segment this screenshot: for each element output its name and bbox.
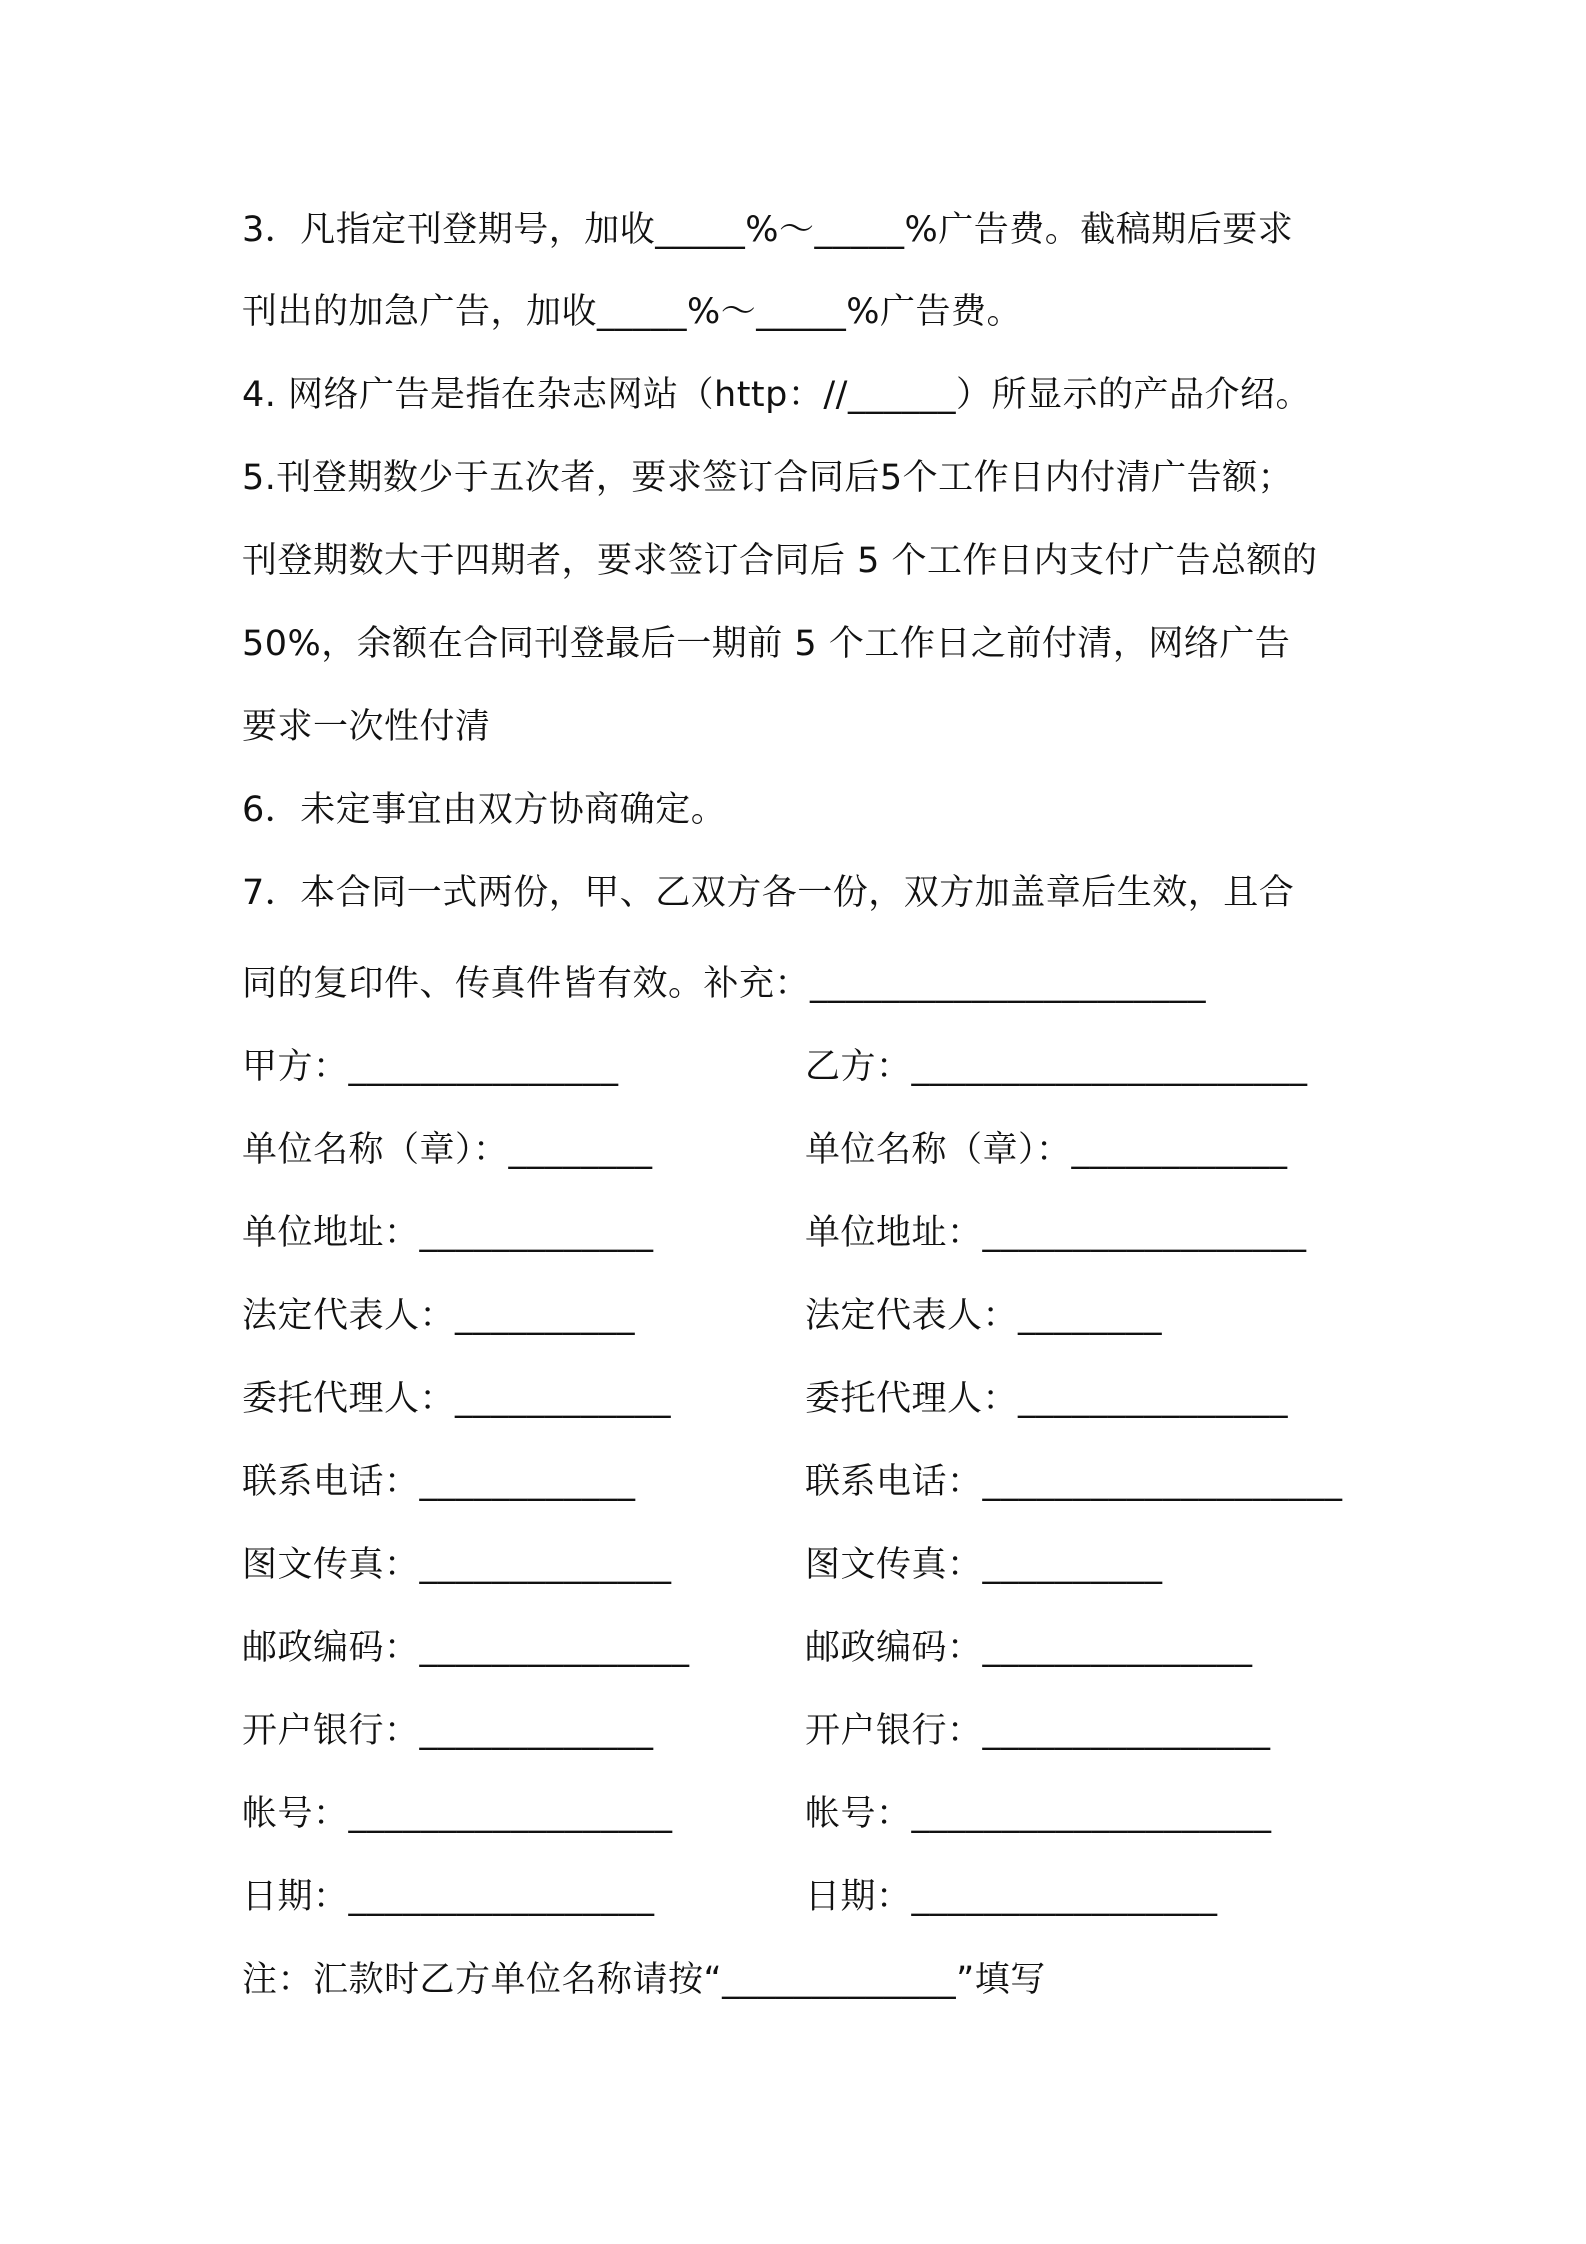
party-b-account: 帐号：____________________ xyxy=(805,1794,1272,1834)
clause-6: 6．未定事宜由双方协商确定。 xyxy=(242,790,727,830)
party-b-unit-address: 单位地址：__________________ xyxy=(805,1213,1307,1253)
party-a-fax: 图文传真：______________ xyxy=(242,1545,672,1585)
party-a-unit-name: 单位名称（章）：________ xyxy=(242,1130,653,1170)
party-a-legal-rep: 法定代表人：__________ xyxy=(242,1296,636,1336)
clause-7-line-1: 7．本合同一式两份，甲、乙双方各一份，双方加盖章后生效，且合 xyxy=(242,873,1295,913)
party-a-title: 甲方：_______________ xyxy=(242,1047,619,1087)
party-b-phone: 联系电话：____________________ xyxy=(805,1462,1343,1502)
party-b-unit-name: 单位名称（章）：____________ xyxy=(805,1130,1288,1170)
party-a-agent: 委托代理人：____________ xyxy=(242,1379,672,1419)
party-a-bank: 开户银行：_____________ xyxy=(242,1711,654,1751)
party-a-phone: 联系电话：____________ xyxy=(242,1462,636,1502)
party-a-date: 日期：_________________ xyxy=(242,1877,655,1917)
clause-7-line-2: 同的复印件、传真件皆有效。补充：______________________ xyxy=(242,964,1207,1004)
party-b-agent: 委托代理人：_______________ xyxy=(805,1379,1289,1419)
clause-5-line-3: 50%，余额在合同刊登最后一期前 5 个工作日之前付清，网络广告 xyxy=(242,624,1291,664)
party-b-title: 乙方：______________________ xyxy=(805,1047,1308,1087)
party-b-postcode: 邮政编码：_______________ xyxy=(805,1628,1253,1668)
party-b-bank: 开户银行：________________ xyxy=(805,1711,1271,1751)
party-b-date: 日期：_________________ xyxy=(805,1877,1218,1917)
clause-3-line-2: 刊出的加急广告，加收_____%～_____%广告费。 xyxy=(242,292,1023,332)
party-b-legal-rep: 法定代表人：________ xyxy=(805,1296,1163,1336)
party-a-unit-address: 单位地址：_____________ xyxy=(242,1213,654,1253)
clause-5-line-4: 要求一次性付清 xyxy=(242,707,491,747)
clause-5-line-2: 刊登期数大于四期者，要求签订合同后 5 个工作日内支付广告总额的 xyxy=(242,541,1318,581)
party-b-fax: 图文传真：__________ xyxy=(805,1545,1163,1585)
clause-4: 4. 网络广告是指在杂志网站（http：//______）所显示的产品介绍。 xyxy=(242,375,1311,415)
party-a-account: 帐号：__________________ xyxy=(242,1794,673,1834)
remittance-note: 注：汇款时乙方单位名称请按“_____________”填写 xyxy=(242,1960,1046,2000)
clause-5-line-1: 5.刊登期数少于五次者，要求签订合同后5个工作日内付清广告额； xyxy=(242,458,1294,498)
party-a-postcode: 邮政编码：_______________ xyxy=(242,1628,690,1668)
clause-3-line-1: 3．凡指定刊登期号，加收_____%～_____%广告费。截稿期后要求 xyxy=(242,210,1294,250)
